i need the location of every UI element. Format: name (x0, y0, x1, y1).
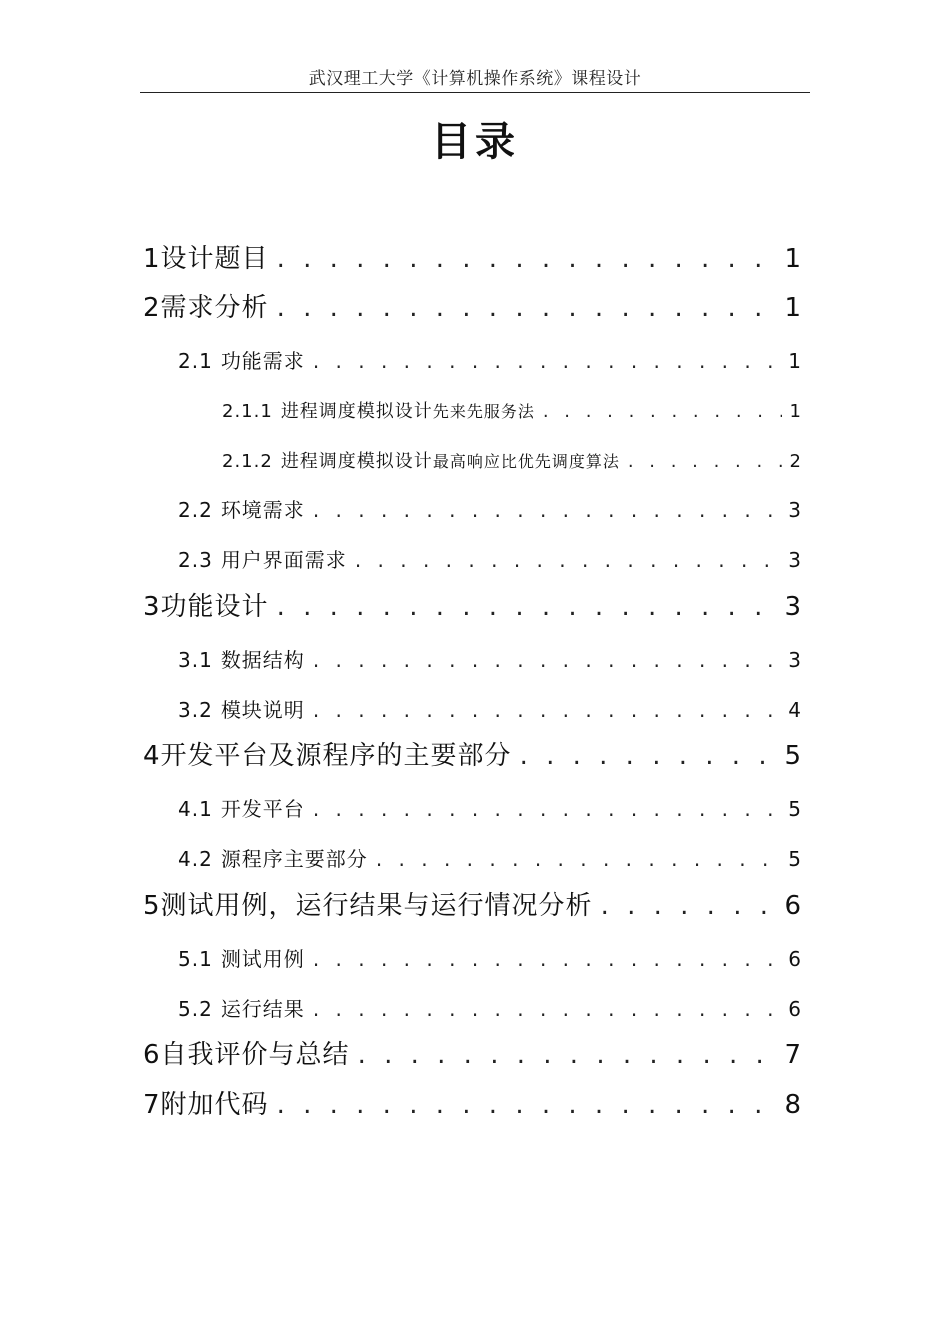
toc-page-number: 3 (788, 498, 802, 522)
toc-title: 附加代码 (160, 1090, 269, 1120)
toc-number: 4.2 (178, 847, 213, 871)
toc-leader (313, 698, 780, 722)
toc-entry-2-1-2[interactable] (222, 447, 802, 473)
toc-page-number: 2 (789, 451, 802, 472)
toc-page-number: 7 (784, 1040, 802, 1070)
toc-number: 3.1 (178, 648, 213, 672)
toc-leader (313, 498, 780, 522)
toc-entry-5[interactable] (143, 885, 802, 922)
toc-leader (277, 592, 777, 622)
toc-entry-4[interactable] (143, 735, 802, 772)
toc-subtitle: 先来先服务法 (432, 402, 535, 421)
toc-entry-3-2[interactable] (178, 694, 802, 723)
toc-title: 测试用例，运行结果与运行情况分析 (160, 891, 593, 921)
toc-title: 需求分析 (160, 293, 269, 323)
running-header: 武汉理工大学《计算机操作系统》课程设计 (308, 69, 642, 89)
toc-leader (355, 548, 780, 572)
toc-leader (628, 451, 782, 472)
toc-leader (520, 741, 777, 771)
toc-page-number: 3 (784, 592, 802, 622)
toc-page-number: 1 (784, 244, 802, 274)
toc-entry-2-1-1[interactable] (222, 397, 802, 423)
toc-title: 运行结果 (220, 997, 305, 1021)
toc-leader (277, 244, 777, 274)
toc-title: 数据结构 (220, 648, 305, 672)
toc-entry-7[interactable] (143, 1084, 802, 1121)
toc-page-number: 6 (788, 997, 802, 1021)
toc-page-number: 1 (788, 349, 802, 373)
toc-number: 4.1 (178, 797, 213, 821)
toc-title: 环境需求 (220, 498, 305, 522)
toc-number: 2.3 (178, 548, 213, 572)
toc-entry-6[interactable] (143, 1034, 802, 1071)
toc-page-number: 6 (788, 947, 802, 971)
toc-page-number: 1 (784, 293, 802, 323)
toc-title: 功能需求 (220, 349, 305, 373)
toc-entry-3-1[interactable] (178, 644, 802, 673)
toc-leader (601, 891, 777, 921)
toc-entry-2-3[interactable] (178, 544, 802, 573)
toc-leader (277, 1090, 777, 1120)
toc-title: 模块说明 (220, 698, 305, 722)
toc-page-number: 3 (788, 648, 802, 672)
toc-leader (313, 349, 780, 373)
toc-page-number: 6 (784, 891, 802, 921)
toc-number: 2 (143, 293, 161, 323)
toc-leader (543, 401, 782, 422)
toc-leader (277, 293, 777, 323)
toc-page-number: 5 (788, 847, 802, 871)
toc-entry-4-2[interactable] (178, 843, 802, 872)
toc-number: 7 (143, 1090, 161, 1120)
toc-number: 2.1 (178, 349, 213, 373)
toc-entry-5-1[interactable] (178, 943, 802, 972)
toc-page-number: 3 (788, 548, 802, 572)
toc-entry-2-2[interactable] (178, 494, 802, 523)
toc-number: 5.2 (178, 997, 213, 1021)
toc-page-number: 8 (784, 1090, 802, 1120)
toc-title: 设计题目 (160, 244, 269, 274)
toc-entry-4-1[interactable] (178, 793, 802, 822)
toc-number: 6 (143, 1040, 161, 1070)
header-rule (140, 92, 810, 93)
toc-leader (313, 648, 780, 672)
toc-page-number: 5 (784, 741, 802, 771)
toc-title: 开发平台及源程序的主要部分 (160, 741, 512, 771)
toc-leader (313, 947, 780, 971)
toc-title: 功能设计 (160, 592, 269, 622)
toc-page-number: 1 (789, 401, 802, 422)
toc-entry-1[interactable] (143, 238, 802, 275)
toc-number: 3.2 (178, 698, 213, 722)
toc-title: 用户界面需求 (220, 548, 347, 572)
toc-subtitle: 最高响应比优先调度算法 (432, 452, 620, 471)
toc-number: 3 (143, 592, 161, 622)
toc-number: 4 (143, 741, 161, 771)
toc-title: 自我评价与总结 (160, 1040, 350, 1070)
toc-leader (313, 797, 780, 821)
toc-number: 5 (143, 891, 161, 921)
toc-title: 开发平台 (220, 797, 305, 821)
toc-leader (358, 1040, 777, 1070)
toc-number: 2.1.1 (222, 401, 273, 422)
toc-title: 测试用例 (220, 947, 305, 971)
page-title: 目录 (431, 119, 519, 165)
toc-entry-2-1[interactable] (178, 345, 802, 374)
toc-number: 5.1 (178, 947, 213, 971)
toc-leader (313, 997, 780, 1021)
toc-entry-3[interactable] (143, 586, 802, 623)
toc-number: 2.2 (178, 498, 213, 522)
toc-title: 源程序主要部分 (220, 847, 368, 871)
toc-entry-5-2[interactable] (178, 993, 802, 1022)
toc-title: 进程调度模拟设计 (280, 401, 433, 422)
toc-leader (376, 847, 780, 871)
toc-number: 2.1.2 (222, 451, 273, 472)
toc-page-number: 5 (788, 797, 802, 821)
toc-entry-2[interactable] (143, 287, 802, 324)
toc-page-number: 4 (788, 698, 802, 722)
toc-number: 1 (143, 244, 161, 274)
toc-title: 进程调度模拟设计 (280, 451, 433, 472)
